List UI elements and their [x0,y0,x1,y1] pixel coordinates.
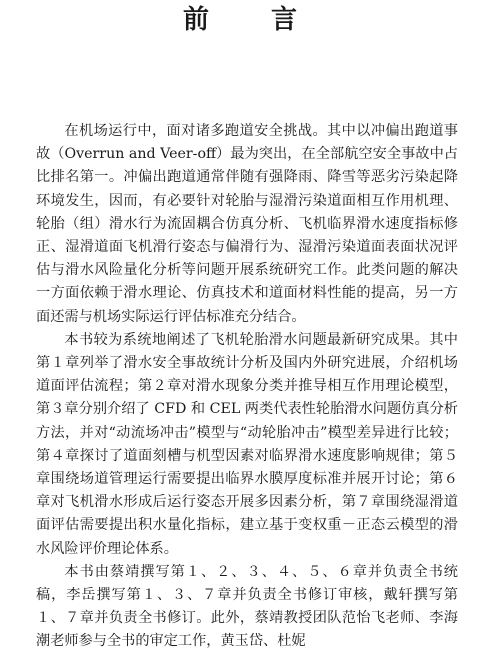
paragraph: 在机场运行中，面对诸多跑道安全挑战。其中以冲偏出跑道事故（Overrun and Veer-off）最为突出，在全部航空安全事故中占比排名第一。冲偏出跑道通常伴随有强降雨、降雪等恶劣污染起降环境发生，因而，有必要针对轮胎与湿滑污染道面相互作用机理、轮胎（组）滑水行为流固耦合仿真分析、飞机临界滑水速度指标修正、湿滑道面飞机滑行姿态与偏滑行为、湿滑污染道面表面状况评估与滑水风险量化分析等问题开展系统研究工作。此类问题的解决一方面依赖于滑水理论、仿真技术和道面材料性能的提高，另一方面还需与机场实际运行评估标准充分结合。 [36,123,458,325]
paragraph: 本书较为系统地阐述了飞机轮胎滑水问题最新研究成果。其中第１章列举了滑水安全事故统计分析及国内外研究进展，介绍机场道面评估流程；第２章对滑水现象分类并推导相互作用理论模型，第３章分别介绍了 CFD 和 CEL 两类代表性轮胎滑水问题仿真分析方法，并对“动流场冲击”模型与“动轮胎冲击”模型差异进行比较；第４章探讨了道面刻槽与机型因素对临界滑水速度影响规律；第５章围绕场道管理运行需要提出临界水膜厚度标准并展开讨论；第６章对飞机滑水形成后运行姿态开展多因素分析，第７章围绕湿滑道面评估需要提出积水量化指标，建立基于变权重－正态云模型的滑水风险评价理论体系。 [36,331,458,557]
page-title: 前 言 [182,5,315,35]
preface-body [36,120,458,654]
paragraph: 本书由蔡靖撰写第１、２、３、４、５、６章并负责全书统稿，李岳撰写第１、３、７章并负责全书修订审核，戴轩撰写第１、７章并负责全书修订。此外，蔡靖教授团队范怡飞老师、李海潮老师参与全书的审定工作，黄玉岱、杜妮 [36,563,458,650]
